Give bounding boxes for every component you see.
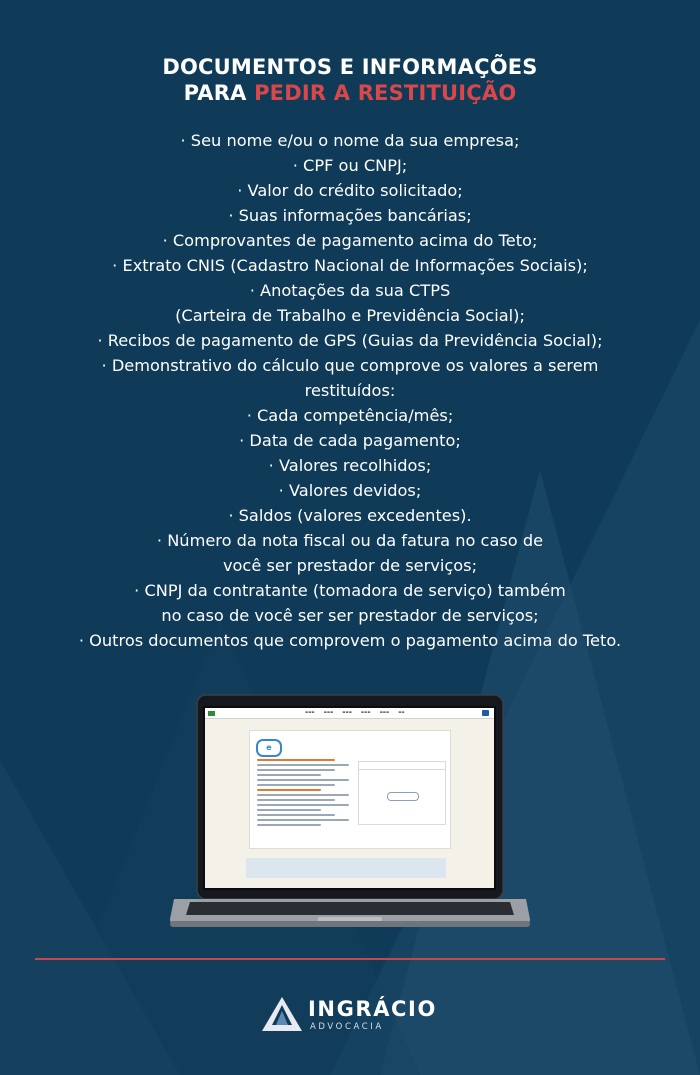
list-item: · Anotações da sua CTPS [249,281,451,300]
title-line-1: DOCUMENTOS E INFORMAÇÕES [162,55,538,79]
list-item: · Número da nota fiscal ou da fatura no caso de [156,531,544,550]
list-item: restituídos: [304,381,396,400]
document-list [0,128,700,653]
screen-nav-decoration: ▬▬▬ ▬▬▬ ▬▬▬ ▬▬▬ ▬▬▬ ▬▬ [305,710,405,714]
screen-panel-button [387,792,419,801]
list-item: · Valores recolhidos; [268,456,432,475]
list-item: · Valores devidos; [278,481,422,500]
brand-logo [262,995,462,1035]
flag-icon [208,711,215,716]
brand-subtitle: ADVOCACIA [310,1022,384,1032]
screen-top-bar [205,708,494,719]
list-item: · Valor do crédito solicitado; [237,181,463,200]
list-item: · Saldos (valores excedentes). [228,506,472,525]
laptop-screen [205,708,494,888]
screen-text-block [257,759,349,829]
title-line-2 [0,80,700,106]
screen-access-panel [358,761,446,825]
list-item: · Comprovantes de pagamento acima do Teto; [162,231,538,250]
list-item: · Suas informações bancárias; [228,206,472,225]
divider [35,958,665,960]
list-item: no caso de você ser ser prestador de serviços; [161,606,539,625]
list-item: · CPF ou CNPJ; [292,156,408,175]
list-item: · Data de cada pagamento; [239,431,461,450]
screen-card [249,730,451,849]
title-highlight: PEDIR A RESTITUIÇÃO [254,81,517,105]
page-title [0,54,700,106]
triangle-logo-icon [262,997,302,1031]
list-item: · Demonstrativo do cálculo que comprove os valores a serem [101,356,599,375]
list-item: · Seu nome e/ou o nome da sua empresa; [180,131,520,150]
list-item: · Recibos de pagamento de GPS (Guias da Previdência Social); [97,331,603,350]
screen-nav-button [482,710,489,716]
title-prefix: PARA [183,81,255,105]
list-item: · Extrato CNIS (Cadastro Nacional de Informações Sociais); [112,256,588,275]
laptop-illustration [168,693,532,933]
list-item: · Outros documentos que comprovem o pagamento acima do Teto. [78,631,622,650]
screen-panel-header [359,762,445,770]
screen-info-box [246,858,446,878]
brand-name: INGRÁCIO [308,997,437,1021]
list-item: · Cada competência/mês; [246,406,454,425]
list-item: você ser prestador de serviços; [222,556,478,575]
list-item: · CNPJ da contratante (tomadora de serviço) também [134,581,566,600]
ecac-logo: e [256,739,282,757]
list-item: (Carteira de Trabalho e Previdência Social); [175,306,525,325]
